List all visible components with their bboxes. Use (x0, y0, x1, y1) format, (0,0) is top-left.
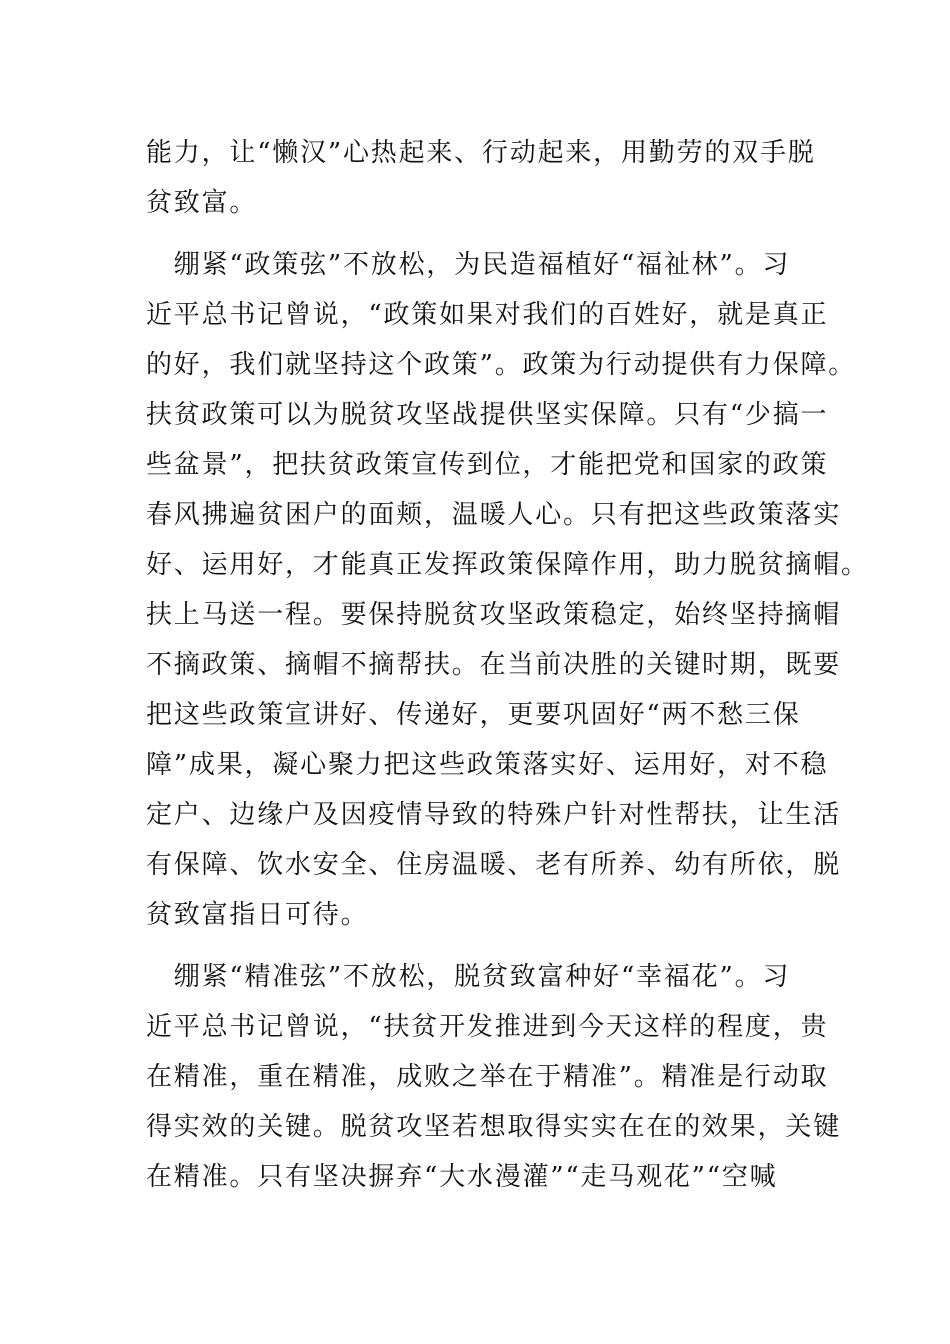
text-line: 近平总书记曾说，“扶贫开发推进到今天这样的程度，贵 (146, 1012, 829, 1042)
text-line: 春风拂遍贫困户的面颊，温暖人心。只有把这些政策落实 (146, 500, 842, 530)
text-line: 能力，让“懒汉”心热起来、行动起来，用勤劳的双手脱 (146, 138, 816, 168)
text-line: 好、运用好，才能真正发挥政策保障作用，助力脱贫摘帽。 (146, 550, 869, 580)
text-line: 障”成果，凝心聚力把这些政策落实好、运用好，对不稳 (146, 750, 829, 780)
text-line: 贫致富指日可待。 (146, 900, 369, 930)
text-line: 扶贫政策可以为脱贫攻坚战提供坚实保障。只有“少搞一 (146, 400, 829, 430)
document-body (146, 128, 869, 1214)
paragraph-2 (146, 240, 869, 940)
text-line: 定户、边缘户及因疫情导致的特殊户针对性帮扶，让生活 (146, 800, 842, 830)
text-line: 扶上马送一程。要保持脱贫攻坚政策稳定，始终坚持摘帽 (146, 600, 842, 630)
text-line: 近平总书记曾说，“政策如果对我们的百姓好，就是真正 (146, 300, 829, 330)
text-line: 绷紧“精准弦”不放松，脱贫致富种好“幸福花”。习 (146, 962, 791, 992)
text-line: 些盆景”，把扶贫政策宣传到位，才能把党和国家的政策 (146, 450, 829, 480)
text-line: 不摘政策、摘帽不摘帮扶。在当前决胜的关键时期，既要 (146, 650, 842, 680)
text-line: 的好，我们就坚持这个政策”。政策为行动提供有力保障。 (146, 350, 857, 380)
paragraph-1 (146, 128, 816, 228)
text-line: 贫致富。 (146, 188, 258, 218)
text-line: 绷紧“政策弦”不放松，为民造福植好“福祉林”。习 (146, 250, 791, 280)
text-line: 把这些政策宣讲好、传递好，更要巩固好“两不愁三保 (146, 700, 801, 730)
paragraph-3 (146, 952, 842, 1202)
text-line: 有保障、饮水安全、住房温暖、老有所养、幼有所依，脱 (146, 850, 842, 880)
text-line: 在精准。只有坚决摒弃“大水漫灌”“走马观花”“空喊 (146, 1162, 778, 1192)
text-line: 得实效的关键。脱贫攻坚若想取得实实在在的效果，关键 (146, 1112, 842, 1142)
text-line: 在精准，重在精准，成败之举在于精准”。精准是行动取 (146, 1062, 829, 1092)
